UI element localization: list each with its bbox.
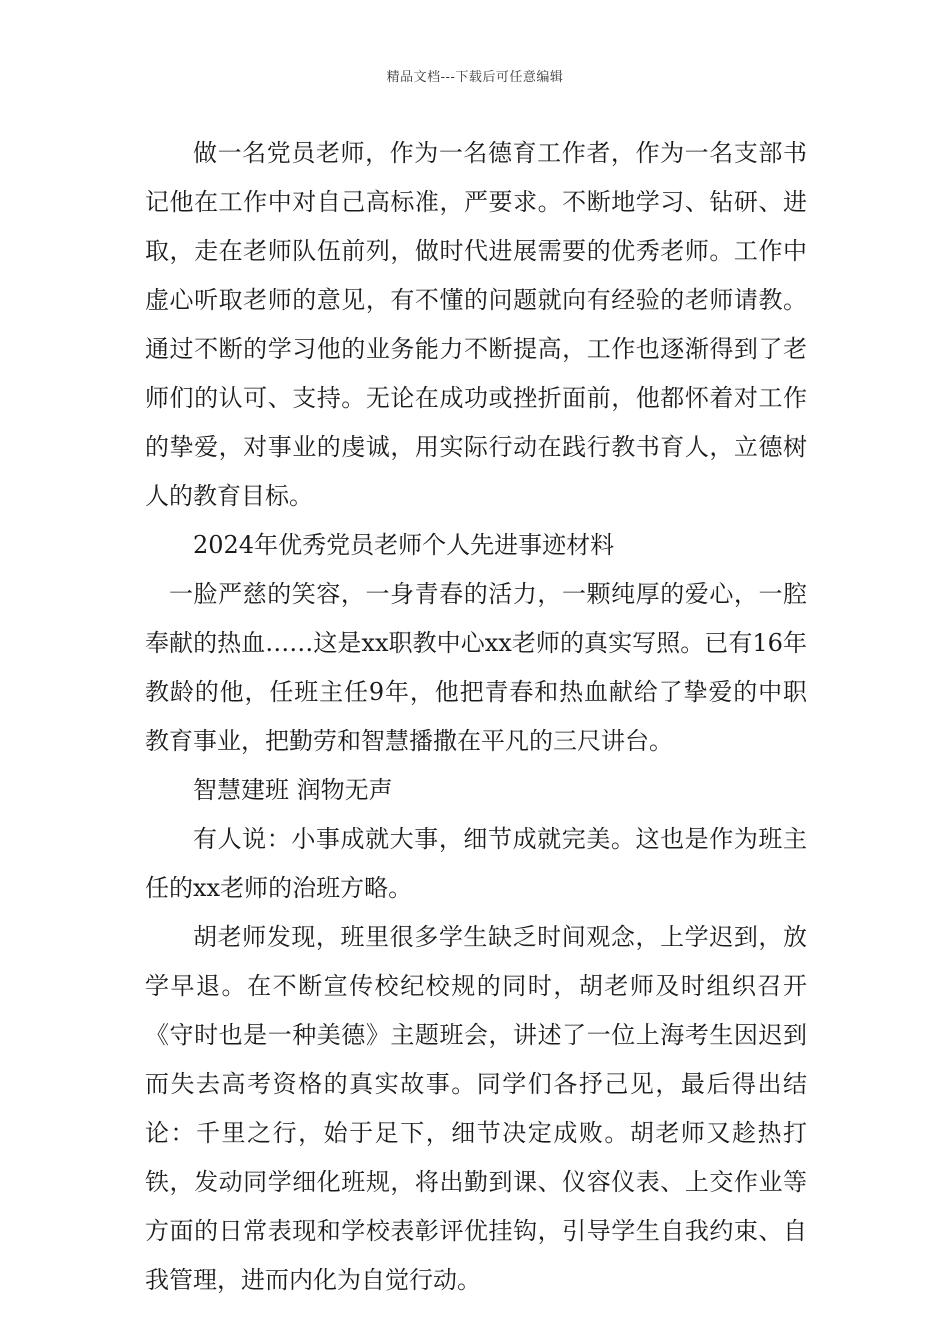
paragraph-2: 一脸严慈的笑容，一身青春的活力，一颗纯厚的爱心，一腔奉献的热血……这是xx职教中心xx老师的真实写照。已有16年教龄的他，任班主任9年，他把青春和热血献给了挚爱的中职教育事业，把勤劳和智慧播撒在平凡的三尺讲台。 — [145, 580, 807, 755]
document-body — [145, 129, 807, 1305]
page-header: 精品文档---下载后可任意编辑 — [386, 70, 564, 85]
section-title-2: 智慧建班 润物无声 — [193, 776, 393, 804]
section-title-1: 2024年优秀党员老师个人先进事迹材料 — [193, 531, 615, 559]
paragraph-3: 有人说：小事成就大事，细节成就完美。这也是作为班主任的xx老师的治班方略。 — [145, 825, 807, 902]
paragraph-1: 做一名党员老师，作为一名德育工作者，作为一名支部书记他在工作中对自己高标准，严要求。不断地学习、钻研、进取，走在老师队伍前列，做时代进展需要的优秀老师。工作中虚心听取老师的意见，有不懂的问题就向有经验的老师请教。通过不断的学习他的业务能力不断提高，工作也逐渐得到了老师们的认可、支持。无论在成功或挫折面前，他都怀着对工作的挚爱，对事业的虔诚，用实际行动在践行教书育人，立德树人的教育目标。 — [145, 139, 807, 510]
paragraph-4: 胡老师发现，班里很多学生缺乏时间观念，上学迟到，放学早退。在不断宣传校纪校规的同时，胡老师及时组织召开《守时也是一种美德》主题班会，讲述了一位上海考生因迟到而失去高考资格的真实故事。同学们各抒己见，最后得出结论：千里之行，始于足下，细节决定成败。胡老师又趁热打铁，发动同学细化班规，将出勤到课、仪容仪表、上交作业等方面的日常表现和学校表彰评优挂钩，引导学生自我约束、自我管理，进而内化为自觉行动。 — [145, 923, 807, 1294]
